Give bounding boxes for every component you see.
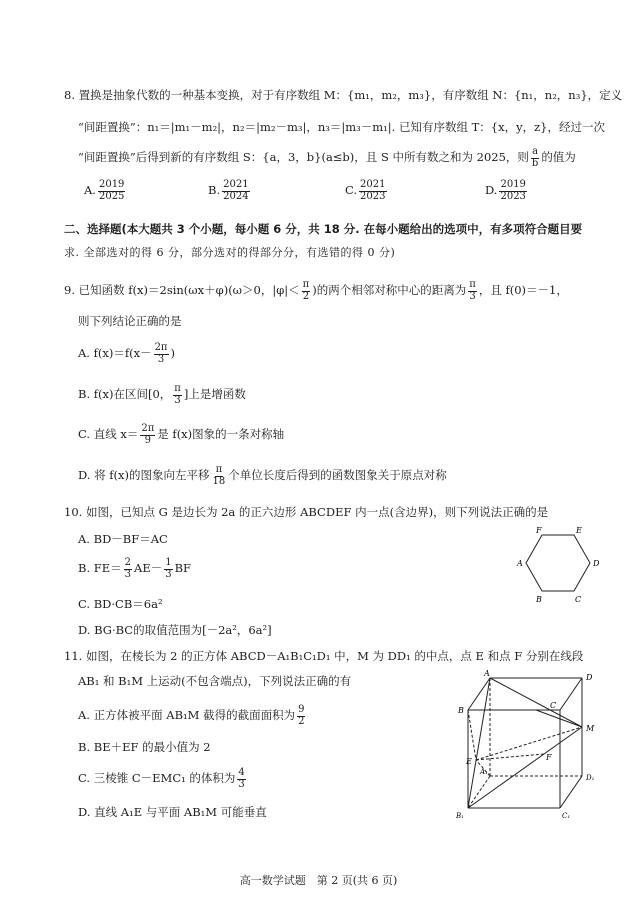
page-footer: 高一数学试题 第 2 页(共 6 页) (239, 874, 398, 887)
cube-label-b1: B₁ (456, 812, 464, 820)
q9-line1: 9. 已知函数 f(x)＝2sin(ωx＋φ)(ω＞0，|φ|＜ $\frac{\pi}{2}$ )的两个相邻对称中心的距离为 $\frac{\pi}{3}$ ，且 f(0)＝－1， (64, 279, 568, 302)
q8-option-d[interactable]: D. $\frac{2019}{2023}$ (485, 179, 526, 202)
hex-label-f: F (536, 526, 542, 535)
cube-label-b: B (458, 706, 464, 715)
q10-option-c[interactable]: C. BD·CB＝6a² (78, 597, 163, 611)
q11-line2: AB₁ 和 B₁M 上运动(不包含端点)，下列说法正确的有 (78, 674, 352, 688)
cube-figure (450, 668, 610, 828)
cube-label-c1: C₁ (562, 812, 571, 820)
section2-note: 求. 全部选对的得 6 分，部分选对的得部分分，有选错的得 0 分) (64, 246, 396, 259)
section2-header: 二、选择题(本大题共 3 个小题，每小题 6 分，共 18 分. 在每小题给出的选项中，有多项符合题目要 (64, 222, 583, 236)
q9-option-a[interactable]: A. f(x)＝f(x－ $\frac{2\pi}{3}$ ) (78, 342, 175, 365)
q8-option-b[interactable]: B. $\frac{2021}{2024}$ (208, 179, 249, 202)
cube-label-d1: D₁ (586, 774, 595, 782)
q8-line3-post: 的值为 (541, 150, 576, 164)
cube-label-e: E (466, 757, 472, 766)
hex-label-b: B (536, 595, 542, 604)
q9-option-c[interactable]: C. 直线 x＝ $\frac{2\pi}{9}$ 是 f(x)图象的一条对称轴 (78, 423, 285, 446)
q8-line3-pre: “间距置换”后得到新的有序数组 S：{a，3，b}(a≤b)，且 S 中所有数之和为 2025，则 (78, 150, 529, 164)
hexagon-figure (512, 525, 612, 607)
cube-label-f: F (546, 753, 552, 762)
q11-option-a[interactable]: A. 正方体被平面 AB₁M 截得的截面面积为 $\frac{9}{2}$ (78, 704, 305, 727)
q11-option-d[interactable]: D. 直线 A₁E 与平面 AB₁M 可能垂直 (78, 805, 267, 819)
q9-line2: 则下列结论正确的是 (78, 314, 182, 328)
cube-label-m: M (586, 724, 595, 733)
q9-option-d[interactable]: D. 将 f(x)的图象向左平移 $\frac{\pi}{18}$ 个单位长度后得到的函数图象关于原点对称 (78, 464, 447, 487)
hex-label-c: C (575, 595, 582, 604)
q8-option-a[interactable]: A. $\frac{2019}{2025}$ (84, 179, 125, 202)
cube-label-c: C (550, 701, 557, 710)
q8-line3 (78, 147, 576, 169)
q10-option-b[interactable]: B. FE＝ $\frac{2}{3}$ AE－ $\frac{1}{3}$ BF (78, 557, 192, 580)
q8-ratio-fraction: $\frac{a}{b}$ (531, 146, 539, 169)
hex-label-d: D (593, 559, 600, 568)
q9-option-b[interactable]: B. f(x)在区间[0， $\frac{\pi}{3}$ ]上是增函数 (78, 383, 246, 406)
hex-label-a: A (517, 559, 523, 568)
q11-option-b[interactable]: B. BE＋EF 的最小值为 2 (78, 740, 211, 754)
q10-option-d[interactable]: D. BG·BC的取值范围为[－2a²，6a²] (78, 623, 272, 637)
q8-option-c[interactable]: C. $\frac{2021}{2023}$ (345, 179, 386, 202)
q10-option-a[interactable]: A. BD－BF＝AC (78, 532, 168, 546)
q10-line1: 10. 如图，已知点 G 是边长为 2a 的正六边形 ABCDEF 内一点(含边界)，则下列说法正确的是 (64, 505, 549, 519)
q8-line2: “间距置换”：n₁＝|m₁－m₂|，n₂＝|m₂－m₃|，n₃＝|m₃－m₁|. 已知有序数组 T：{x，y，z}，经过一次 (78, 120, 605, 134)
cube-label-a: A (484, 669, 490, 678)
q11-option-c[interactable]: C. 三棱锥 C－EMC₁ 的体积为 $\frac{4}{3}$ (78, 767, 245, 790)
cube-label-a1: A₁ (480, 768, 488, 776)
cube-label-d: D (586, 673, 593, 682)
q8-line1: 8. 置换是抽象代数的一种基本变换，对于有序数组 M：{m₁，m₂，m₃}，有序数组 N：{n₁，n₂，n₃}，定义 (64, 88, 623, 102)
q11-line1: 11. 如图，在棱长为 2 的正方体 ABCD－A₁B₁C₁D₁ 中，M 为 DD₁ 的中点，点 E 和点 F 分别在线段 (64, 649, 584, 663)
hex-label-e: E (576, 526, 582, 535)
